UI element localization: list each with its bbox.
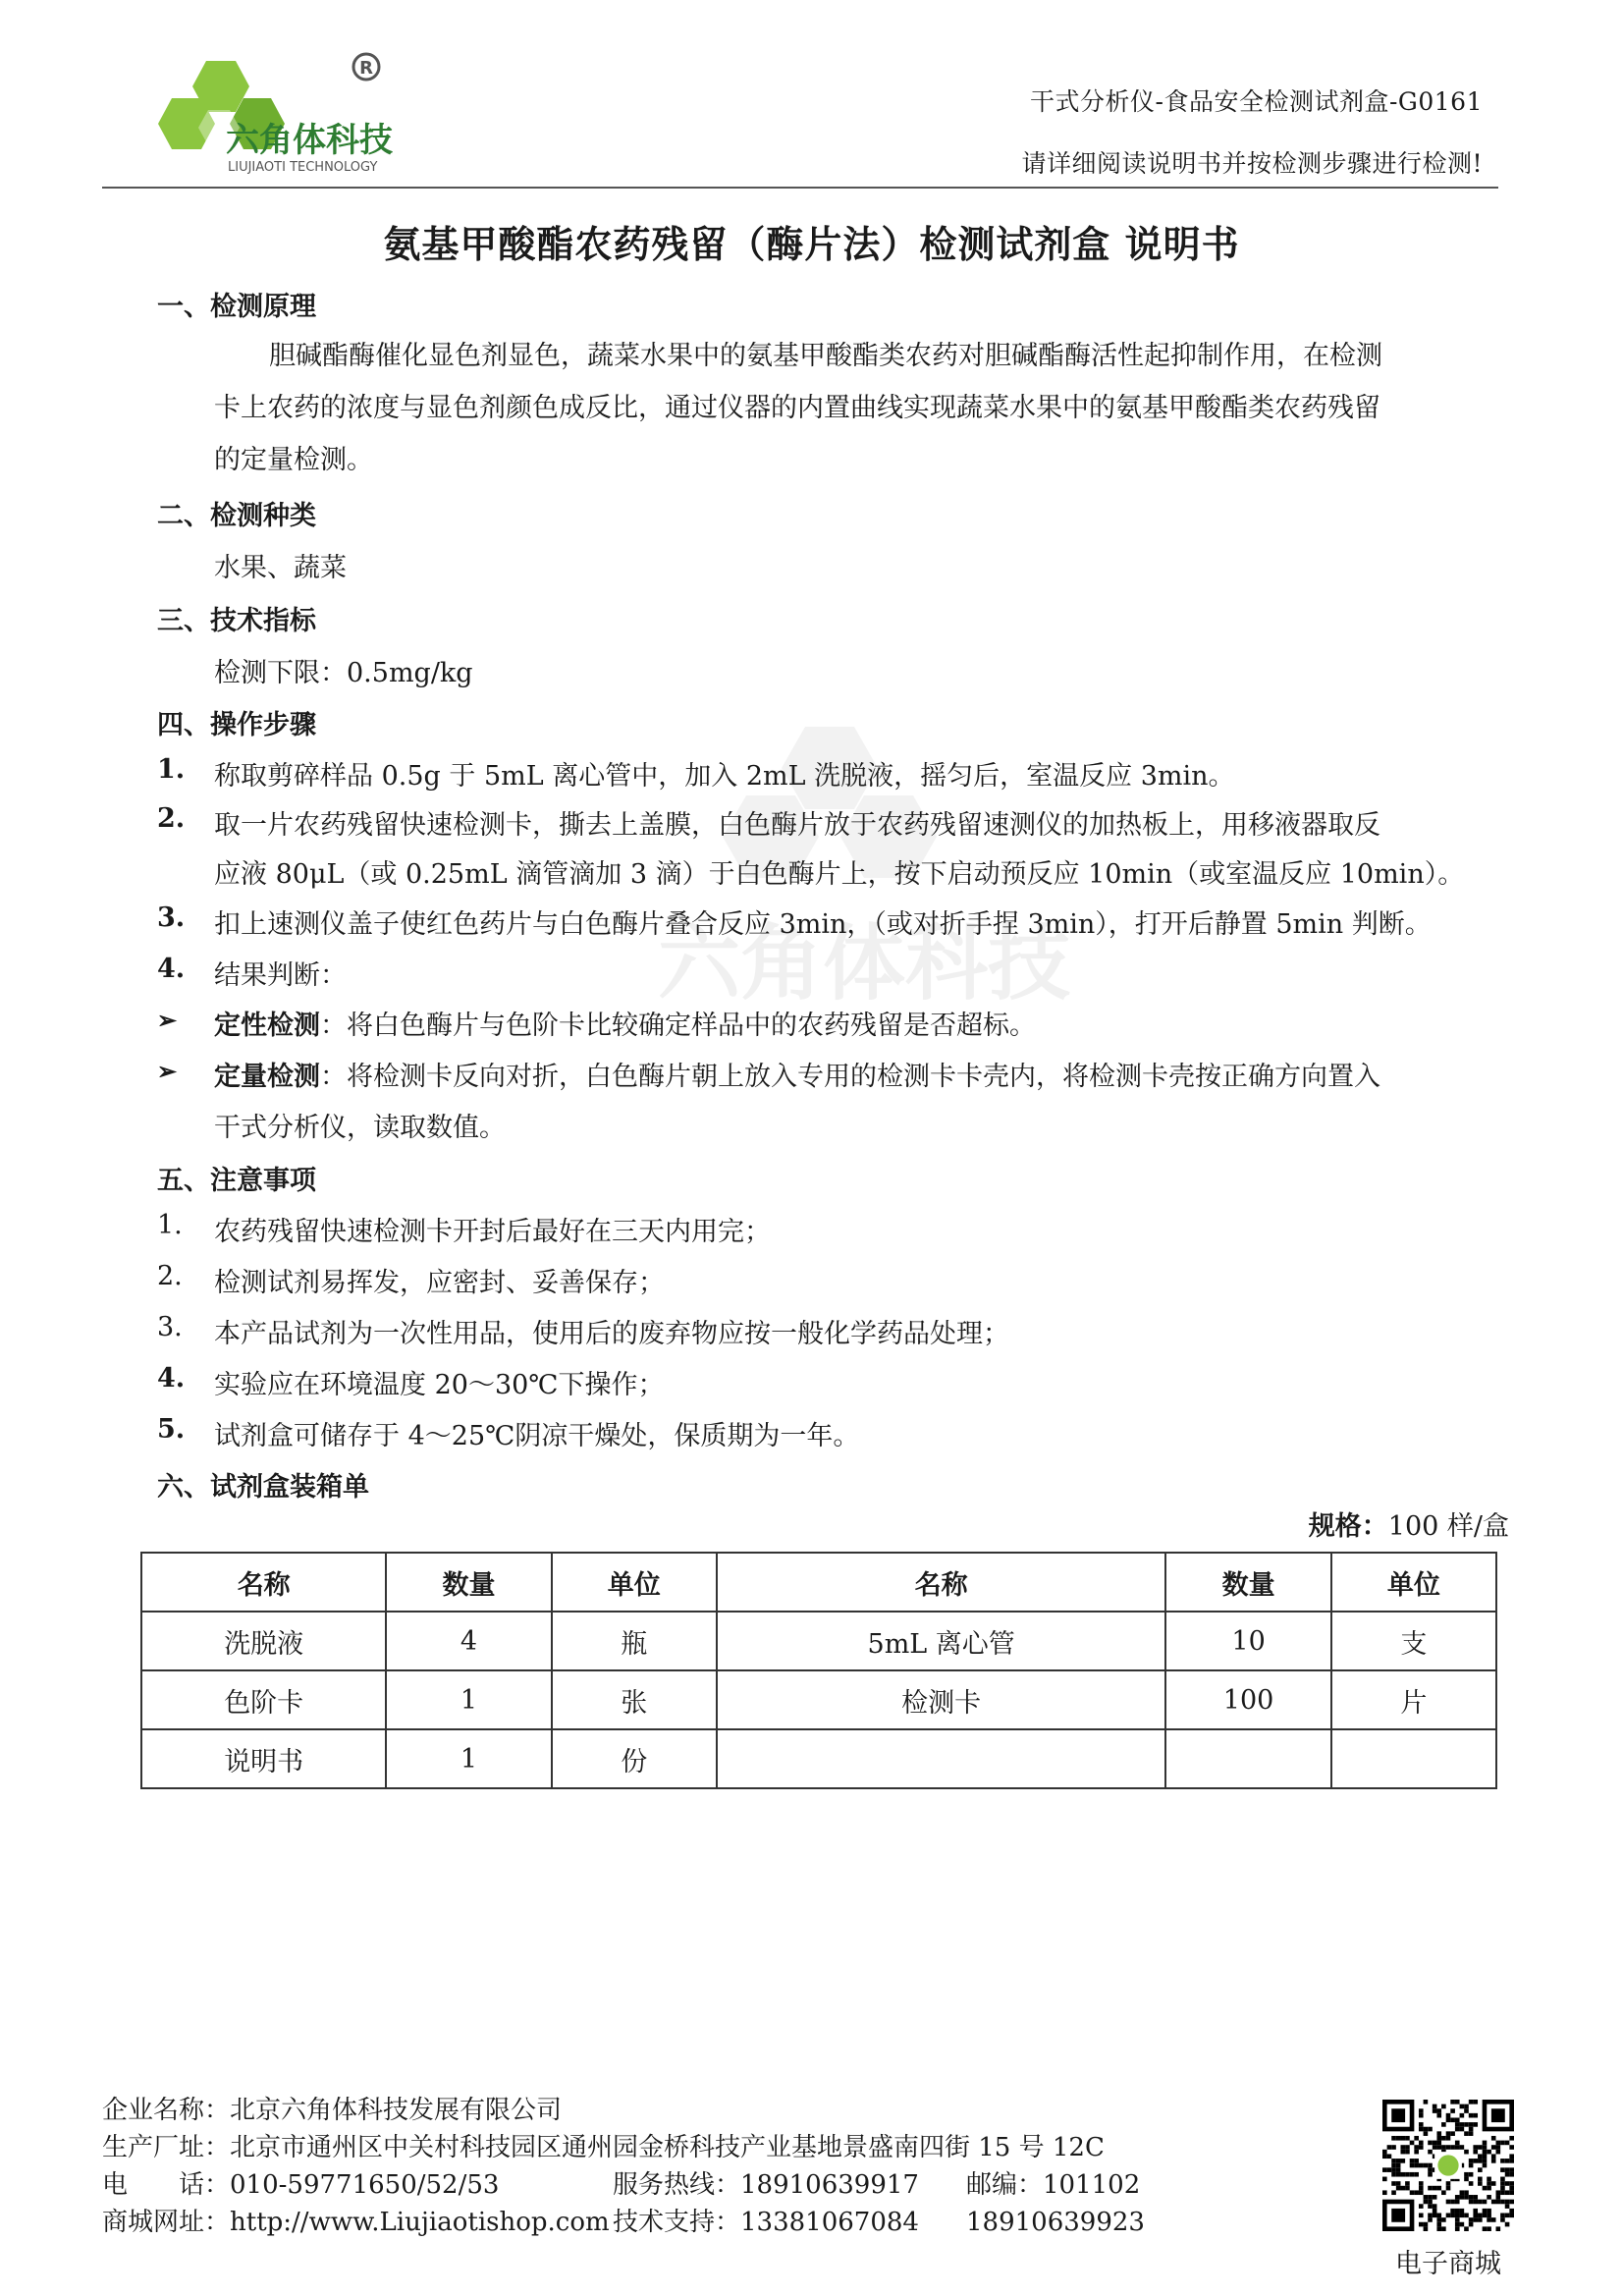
footer-phone: 电 话：010-59771650/52/53 xyxy=(102,2170,500,2200)
bullet-text: ：将检测卡反向对折，白色酶片朝上放入专用的检测卡卡壳内，将检测卡壳按正确方向置入 xyxy=(320,1062,1380,1092)
table-header-row xyxy=(141,1553,1496,1612)
bullet-quantitative xyxy=(214,1055,1380,1093)
table-cell: 检测卡 xyxy=(717,1670,1166,1729)
note-number: 4. xyxy=(157,1363,186,1394)
note-number: 1. xyxy=(157,1210,183,1240)
step-4-line-1: 结果判断： xyxy=(214,960,347,991)
column-header: 单位 xyxy=(552,1553,717,1612)
qr-label: 电子商城 xyxy=(1395,2249,1501,2279)
principle-line-3: 的定量检测。 xyxy=(214,445,373,475)
principle-line-2: 卡上农药的浓度与显色剂颜色成反比，通过仪器的内置曲线实现蔬菜水果中的氨基甲酸酯类农药残留 xyxy=(214,393,1380,423)
step-number: 4. xyxy=(157,954,186,984)
table-cell xyxy=(717,1729,1166,1788)
table-cell: 说明书 xyxy=(141,1729,386,1788)
section-heading-notes: 五、注意事项 xyxy=(157,1166,316,1196)
section-heading-packing: 六、试剂盒装箱单 xyxy=(157,1472,369,1503)
step-2-line-1: 取一片农药残留快速检测卡，撕去上盖膜，白色酶片放于农药残留速测仪的加热板上，用移液器取反 xyxy=(214,810,1380,841)
note-number: 5. xyxy=(157,1414,186,1445)
spec-label: 规格： xyxy=(1308,1511,1388,1542)
bullet-qualitative xyxy=(214,1004,1036,1042)
table-cell: 100 xyxy=(1165,1670,1330,1729)
step-2-line-2: 应液 80μL（或 0.25mL 滴管滴加 3 滴）于白色酶片上，按下启动预反应 10min（或室温反应 10min）。 xyxy=(214,859,1465,890)
footer-address: 生产厂址：北京市通州区中关村科技园区通州园金桥科技产业基地景盛南四街 15 号 12C xyxy=(102,2133,1105,2162)
note-text: 本产品试剂为一次性用品，使用后的废弃物应按一般化学药品处理； xyxy=(214,1319,1009,1349)
svg-text:R: R xyxy=(359,58,373,79)
principle-line-1: 胆碱酯酶催化显色剂显色，蔬菜水果中的氨基甲酸酯类农药对胆碱酯酶活性起抑制作用，在检测 xyxy=(269,341,1382,371)
step-number: 1. xyxy=(157,754,186,785)
bullet-label: 定性检测 xyxy=(214,1011,320,1041)
table-cell: 1 xyxy=(386,1729,551,1788)
footer-company: 企业名称：北京六角体科技发展有限公司 xyxy=(102,2096,563,2125)
table-cell: 1 xyxy=(386,1670,551,1729)
logo-brand-en: LIUJIAOTI TECHNOLOGY xyxy=(228,160,378,175)
table-cell: 5mL 离心管 xyxy=(717,1612,1166,1670)
footer-contact-row xyxy=(102,2164,1140,2201)
document-title: 氨基甲酸酯农药残留（酶片法）检测试剂盒 说明书 xyxy=(383,223,1240,266)
column-header: 名称 xyxy=(141,1553,386,1612)
table-cell: 支 xyxy=(1331,1612,1496,1670)
bullet-arrow-icon: ➢ xyxy=(157,1006,178,1034)
table-row xyxy=(141,1729,1496,1788)
spec-value: 100 样/盒 xyxy=(1387,1511,1509,1542)
column-header: 数量 xyxy=(1165,1553,1330,1612)
packing-spec xyxy=(1309,1504,1509,1543)
note-text: 实验应在环境温度 20～30℃下操作； xyxy=(214,1370,665,1400)
tech-text: 检测下限：0.5mg/kg xyxy=(214,658,473,688)
header-product-line: 干式分析仪-食品安全检测试剂盒-G0161 xyxy=(1030,87,1483,116)
table-cell xyxy=(1165,1729,1330,1788)
table-row xyxy=(141,1670,1496,1729)
header-divider xyxy=(102,187,1498,189)
bullet-quantitative-line-2: 干式分析仪，读取数值。 xyxy=(214,1113,506,1143)
note-text: 检测试剂易挥发，应密封、妥善保存； xyxy=(214,1268,665,1298)
table-cell: 瓶 xyxy=(552,1612,717,1670)
bullet-label: 定量检测 xyxy=(214,1062,320,1092)
types-text: 水果、蔬菜 xyxy=(214,553,347,583)
table-row xyxy=(141,1612,1496,1670)
table-cell: 10 xyxy=(1165,1612,1330,1670)
footer-support-2: 18910639923 xyxy=(966,2208,1145,2237)
footer-web-row xyxy=(102,2202,1145,2238)
section-heading-tech: 三、技术指标 xyxy=(157,606,316,636)
section-heading-steps: 四、操作步骤 xyxy=(157,710,316,740)
table-cell xyxy=(1331,1729,1496,1788)
qr-code-icon[interactable] xyxy=(1382,2100,1514,2231)
note-number: 3. xyxy=(157,1312,183,1342)
svg-text:六角体科技: 六角体科技 xyxy=(658,915,1071,1011)
step-number: 2. xyxy=(157,803,186,834)
note-text: 农药残留快速检测卡开封后最好在三天内用完； xyxy=(214,1217,771,1247)
footer-postcode: 邮编：101102 xyxy=(966,2170,1141,2200)
footer-service: 服务热线：18910639917 xyxy=(613,2170,919,2200)
step-number: 3. xyxy=(157,902,186,933)
footer-website[interactable]: 商城网址：http://www.Liujiaotishop.com xyxy=(102,2208,610,2237)
step-1-line-1: 称取剪碎样品 0.5g 于 5mL 离心管中，加入 2mL 洗脱液，摇匀后，室温反应 3min。 xyxy=(214,761,1235,792)
column-header: 数量 xyxy=(386,1553,551,1612)
bullet-arrow-icon: ➢ xyxy=(157,1057,178,1085)
section-heading-types: 二、检测种类 xyxy=(157,501,316,531)
step-3-line-1: 扣上速测仪盖子使红色药片与白色酶片叠合反应 3min，（或对折手捏 3min），打开后静置 5min 判断。 xyxy=(214,909,1432,940)
table-cell: 份 xyxy=(552,1729,717,1788)
footer-support: 技术支持：13381067084 xyxy=(613,2208,919,2237)
bullet-text: ：将白色酶片与色阶卡比较确定样品中的农药残留是否超标。 xyxy=(320,1011,1036,1041)
table-cell: 张 xyxy=(552,1670,717,1729)
column-header: 名称 xyxy=(717,1553,1166,1612)
packing-table xyxy=(140,1552,1497,1789)
table-cell: 色阶卡 xyxy=(141,1670,386,1729)
table-cell: 片 xyxy=(1331,1670,1496,1729)
note-text: 试剂盒可储存于 4～25℃阴凉干燥处，保质期为一年。 xyxy=(214,1421,860,1451)
column-header: 单位 xyxy=(1331,1553,1496,1612)
note-number: 2. xyxy=(157,1261,183,1291)
header-notice: 请详细阅读说明书并按检测步骤进行检测! xyxy=(1021,149,1483,178)
section-heading-principle: 一、检测原理 xyxy=(157,292,316,322)
table-cell: 4 xyxy=(386,1612,551,1670)
logo-brand-text: 六角体科技 xyxy=(226,121,393,160)
table-cell: 洗脱液 xyxy=(141,1612,386,1670)
company-logo xyxy=(128,49,422,187)
